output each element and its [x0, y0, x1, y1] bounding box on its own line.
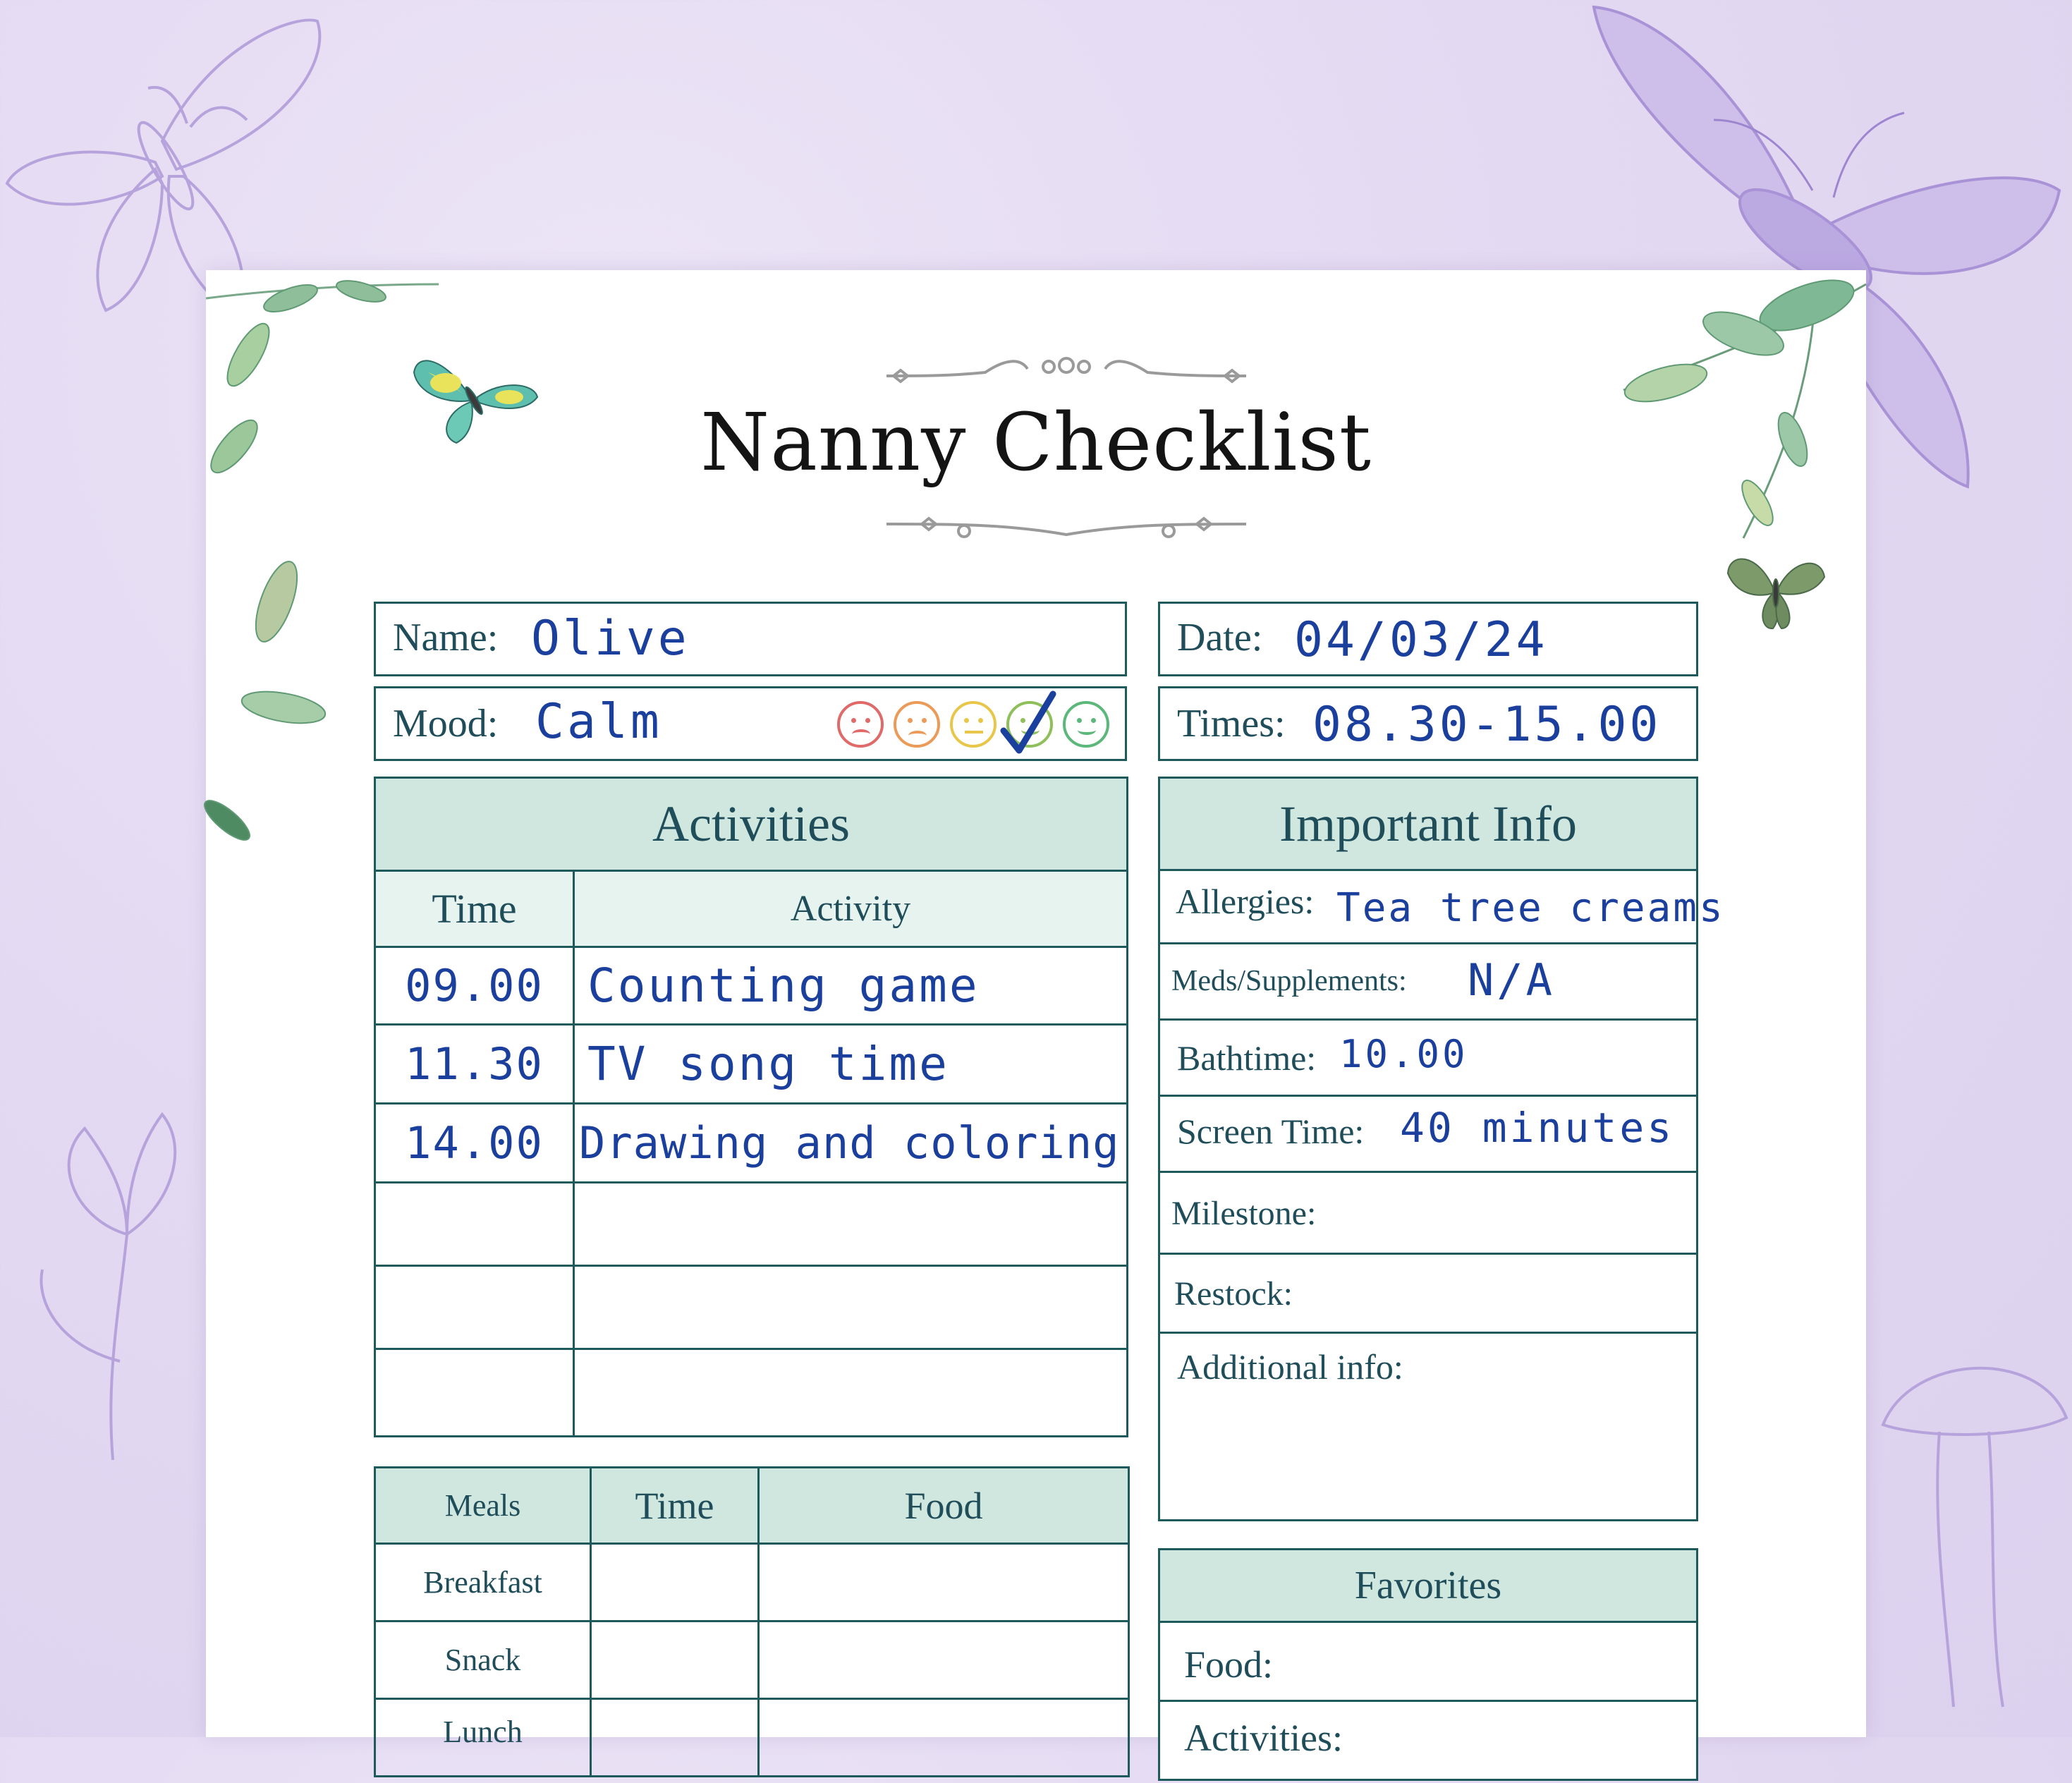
important-info-title: Important Info — [1279, 796, 1577, 852]
screen-time-label: Screen Time: — [1177, 1112, 1365, 1151]
table-row — [375, 1025, 1128, 1104]
date-field[interactable] — [1158, 602, 1698, 676]
important-info-panel — [1158, 777, 1725, 1521]
title-flourish-top — [879, 351, 1253, 387]
butterfly-icon-right — [1722, 545, 1828, 637]
favorites-header — [1160, 1550, 1696, 1621]
meds-label: Meds/Supplements: — [1171, 965, 1407, 997]
page-title: Nanny Checklist — [700, 397, 1372, 489]
name-field[interactable] — [374, 602, 1127, 676]
meals-table — [374, 1466, 1130, 1777]
table-row — [375, 1183, 1128, 1266]
meal-time-cell[interactable] — [591, 1699, 759, 1777]
activity-cell[interactable] — [574, 1349, 1128, 1437]
favorite-food-label: Food: — [1184, 1643, 1274, 1686]
meals-col-food: Food — [759, 1468, 1129, 1544]
screen-time-value: 40 minutes — [1400, 1104, 1675, 1152]
activity-cell[interactable]: Drawing and coloring — [574, 1104, 1128, 1183]
mood-value: Calm — [535, 694, 662, 750]
title-flourish-bottom — [879, 510, 1253, 545]
allergies-row[interactable] — [1160, 869, 1725, 942]
bathtime-row[interactable] — [1160, 1018, 1696, 1095]
activity-time-cell[interactable]: 09.00 — [375, 947, 574, 1025]
meal-time-cell[interactable] — [591, 1621, 759, 1699]
table-row — [375, 1349, 1128, 1437]
table-row — [375, 947, 1128, 1025]
meal-food-cell[interactable] — [759, 1621, 1129, 1699]
times-label: Times: — [1177, 702, 1286, 746]
mood-label: Mood: — [393, 702, 499, 746]
meals-col-time: Time — [591, 1468, 759, 1544]
additional-info-row[interactable] — [1160, 1332, 1696, 1521]
activity-time-cell[interactable]: 11.30 — [375, 1025, 574, 1104]
milestone-row[interactable] — [1160, 1171, 1696, 1253]
activity-cell[interactable] — [574, 1183, 1128, 1266]
times-value: 08.30-15.00 — [1312, 697, 1662, 753]
mushroom-illustration — [1869, 1340, 2072, 1707]
checkmark-icon — [997, 688, 1060, 759]
bathtime-value: 10.00 — [1339, 1032, 1468, 1076]
screen-time-row[interactable] — [1160, 1095, 1696, 1171]
meal-food-cell[interactable] — [759, 1699, 1129, 1777]
date-value: 04/03/24 — [1294, 612, 1548, 668]
allergies-value: Tea tree creams — [1336, 885, 1725, 931]
meal-time-cell[interactable] — [591, 1544, 759, 1621]
activity-time-cell[interactable]: 14.00 — [375, 1104, 574, 1183]
bathtime-label: Bathtime: — [1177, 1038, 1317, 1078]
table-row — [375, 1544, 1129, 1621]
meds-row[interactable] — [1160, 942, 1696, 1018]
name-label: Name: — [393, 616, 499, 659]
name-value: Olive — [531, 611, 690, 667]
additional-info-label: Additional info: — [1177, 1347, 1403, 1387]
activity-cell[interactable] — [574, 1266, 1128, 1349]
flower-illustration — [21, 1023, 205, 1460]
date-label: Date: — [1177, 616, 1263, 659]
happy-face-icon[interactable] — [1063, 701, 1109, 748]
activities-table — [374, 777, 1128, 1437]
sad-face-icon[interactable] — [894, 701, 940, 748]
very-sad-face-icon[interactable] — [837, 701, 884, 748]
activity-time-cell[interactable] — [375, 1349, 574, 1437]
favorite-activities-row[interactable] — [1160, 1700, 1696, 1783]
favorite-activities-label: Activities: — [1184, 1717, 1343, 1759]
activities-title: Activities — [375, 778, 1128, 871]
important-info-header — [1160, 779, 1696, 869]
activities-col-activity: Activity — [574, 871, 1128, 947]
activity-time-cell[interactable] — [375, 1183, 574, 1266]
table-row — [375, 1104, 1128, 1183]
favorites-panel — [1158, 1548, 1698, 1781]
favorite-food-row[interactable] — [1160, 1621, 1696, 1700]
meal-food-cell[interactable] — [759, 1544, 1129, 1621]
activity-time-cell[interactable] — [375, 1266, 574, 1349]
activity-cell[interactable]: Counting game — [574, 947, 1128, 1025]
mood-field[interactable] — [374, 686, 1127, 761]
milestone-label: Milestone: — [1171, 1195, 1317, 1232]
neutral-face-icon[interactable] — [950, 701, 997, 748]
activities-col-time: Time — [375, 871, 574, 947]
favorites-title: Favorites — [1354, 1564, 1502, 1607]
meal-name-cell: Breakfast — [375, 1544, 591, 1621]
meds-value: N/A — [1468, 954, 1555, 1006]
meal-name-cell: Lunch — [375, 1699, 591, 1777]
table-row — [375, 1699, 1129, 1777]
checklist-page — [206, 270, 1866, 1759]
restock-row[interactable] — [1160, 1253, 1696, 1332]
meals-col-meals: Meals — [375, 1468, 591, 1544]
times-field[interactable] — [1158, 686, 1698, 761]
restock-label: Restock: — [1174, 1275, 1293, 1313]
table-row — [375, 1266, 1128, 1349]
activity-cell[interactable]: TV song time — [574, 1025, 1128, 1104]
allergies-label: Allergies: — [1176, 882, 1315, 921]
meal-name-cell: Snack — [375, 1621, 591, 1699]
table-row — [375, 1621, 1129, 1699]
